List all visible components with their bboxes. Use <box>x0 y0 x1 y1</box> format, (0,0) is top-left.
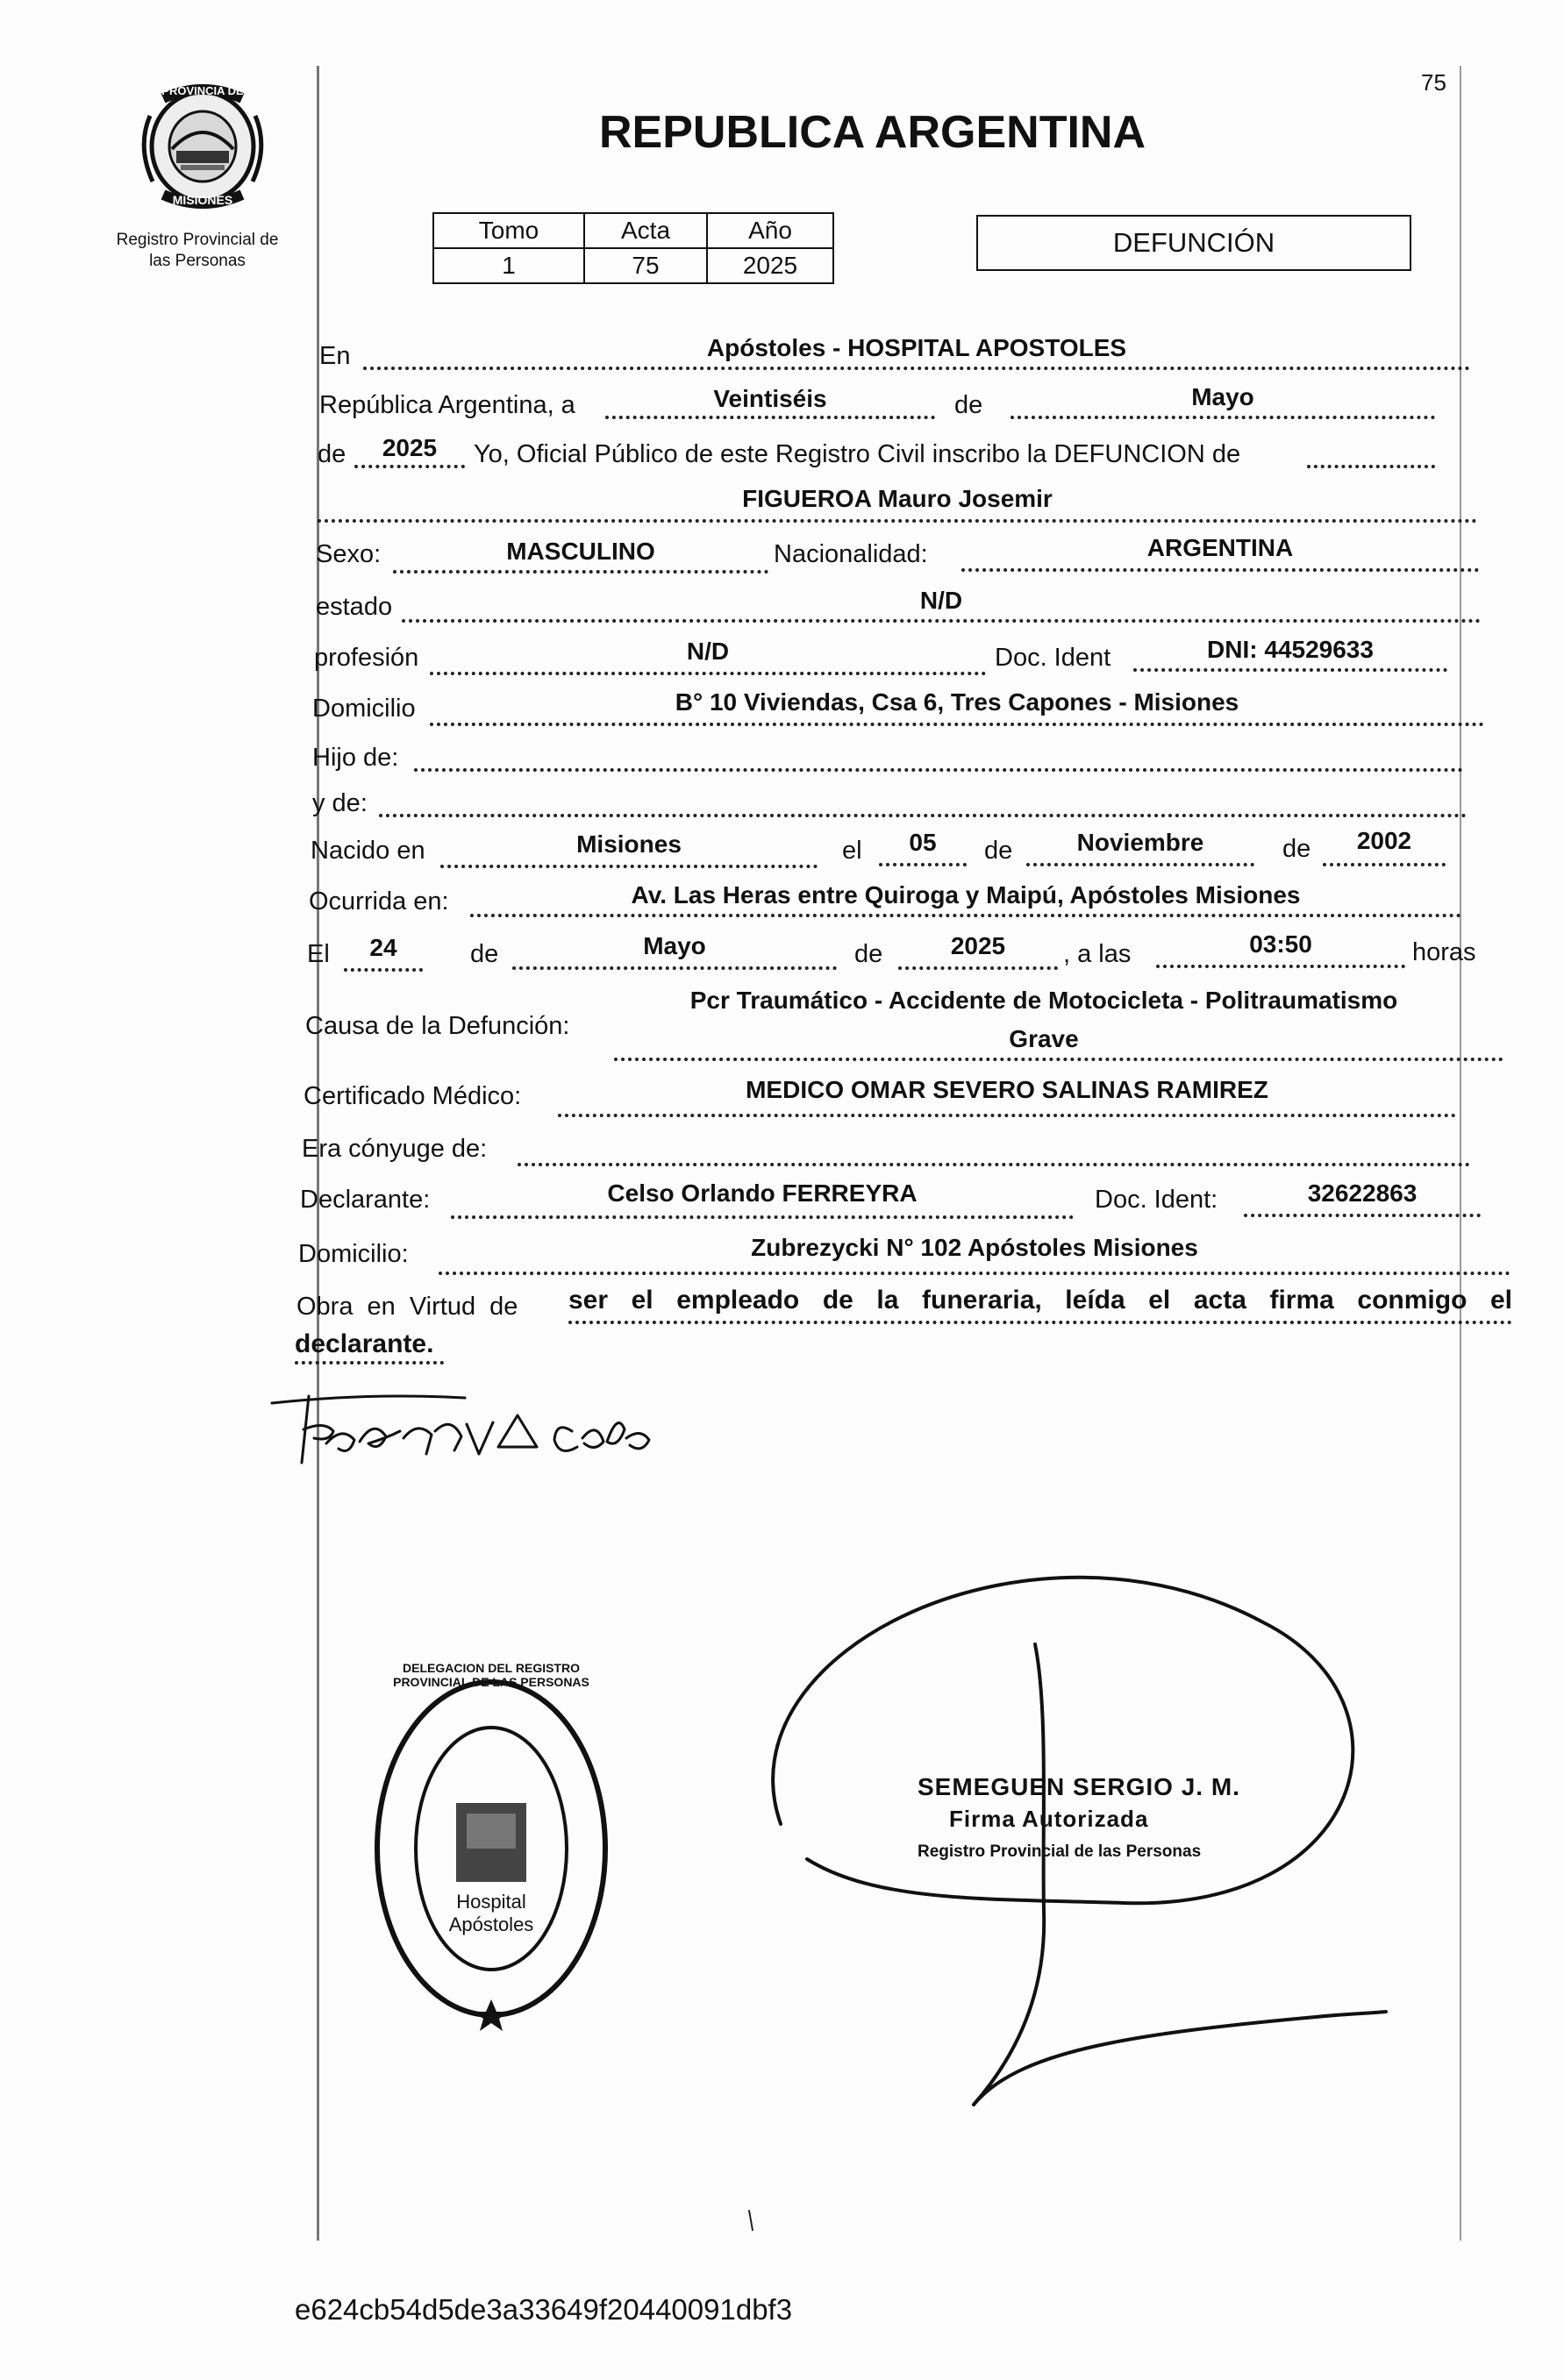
field-declarante-doc: 32622863 <box>1307 1179 1418 1207</box>
field-sexo: MASCULINO <box>506 538 655 565</box>
emblem-top-text: PROVINCIA DE <box>161 84 244 97</box>
register-value-acta: 75 <box>584 248 707 283</box>
field-line-mes <box>1011 416 1435 419</box>
province-emblem <box>128 81 277 212</box>
label-de-nac-mes: de <box>984 837 1013 865</box>
label-de-anio: de <box>318 440 346 468</box>
field-line-nacido-en <box>440 865 818 868</box>
field-nac-dia: 05 <box>909 829 937 856</box>
field-line-def-mes <box>512 966 837 970</box>
register-value-anio: 2025 <box>707 248 833 283</box>
field-line-declarante-doc <box>1244 1214 1481 1217</box>
field-line-estado <box>402 619 1481 623</box>
field-line-hijo-de <box>414 768 1463 772</box>
register-header-acta: Acta <box>584 213 707 248</box>
emblem-bottom-text: MISIONES <box>172 193 233 207</box>
register-table <box>432 212 834 284</box>
field-line-nacionalidad <box>961 568 1479 572</box>
label-yo-oficial: Yo, Oficial Público de este Registro Civil inscribo la DEFUNCION de <box>474 440 1241 468</box>
field-def-dia: 24 <box>369 934 397 961</box>
label-obra: Obra en Virtud de <box>296 1293 518 1321</box>
label-declarante: Declarante: <box>300 1186 431 1214</box>
field-lugar: Apóstoles - HOSPITAL APOSTOLES <box>706 334 1127 361</box>
declarante-signature <box>263 1386 719 1491</box>
field-line-defuncion-tail <box>1307 465 1435 468</box>
official-role: Firma Autorizada <box>949 1806 1149 1832</box>
field-line-certificado <box>558 1114 1456 1117</box>
label-domicilio: Domicilio <box>312 695 416 723</box>
register-value-tomo: 1 <box>433 248 584 283</box>
label-conyuge: Era cónyuge de: <box>302 1135 488 1163</box>
field-line-causa <box>614 1058 1503 1061</box>
label-de-mes: de <box>954 391 983 419</box>
field-anio: 2025 <box>382 434 438 461</box>
label-doc-ident: Doc. Ident <box>995 644 1111 672</box>
document-hash: e624cb54d5de3a33649f20440091dbf3 <box>295 2293 793 2326</box>
field-line-domicilio <box>430 723 1484 726</box>
label-profesion: profesión <box>314 644 419 672</box>
field-line-def-anio <box>898 966 1058 970</box>
label-republica: República Argentina, a <box>319 391 575 419</box>
field-causa-line1: Pcr Traumático - Accidente de Motocicleta - Politraumatismo <box>689 987 1398 1014</box>
field-line-declarante-domicilio <box>439 1272 1510 1275</box>
page-number: 75 <box>1421 69 1446 96</box>
act-type-box <box>976 215 1411 271</box>
field-line-dni <box>1133 668 1447 672</box>
field-line-obra1 <box>568 1321 1512 1324</box>
field-line-lugar <box>363 367 1470 370</box>
label-hijo-de: Hijo de: <box>312 744 399 772</box>
label-estado: estado <box>316 593 393 621</box>
field-declarante: Celso Orlando FERREYRA <box>607 1179 918 1207</box>
pen-mark <box>748 2210 753 2231</box>
field-line-def-hora <box>1156 965 1405 968</box>
label-doc-ident-declarante: Doc. Ident: <box>1095 1186 1218 1214</box>
field-causa-line2: Grave <box>1009 1025 1079 1052</box>
label-ocurrida-en: Ocurrida en: <box>309 887 449 916</box>
label-causa: Causa de la Defunción: <box>305 1012 570 1040</box>
field-nacido-en: Misiones <box>576 830 682 858</box>
stamp-ring-text: DELEGACION DEL REGISTRO PROVINCIAL DE LAS PERSONAS <box>393 1661 589 1689</box>
field-certificado: MEDICO OMAR SEVERO SALINAS RAMIREZ <box>746 1076 1268 1103</box>
act-type: DEFUNCIÓN <box>1112 227 1275 258</box>
official-org: Registro Provincial de las Personas <box>918 1842 1202 1861</box>
field-line-nac-dia <box>879 863 967 866</box>
label-nacionalidad: Nacionalidad: <box>774 540 928 568</box>
register-header-row <box>433 213 833 248</box>
field-line-def-dia <box>344 968 423 972</box>
issuer-name-line1: Registro Provincial de <box>116 231 279 249</box>
label-horas: horas <box>1412 938 1476 966</box>
label-sexo: Sexo: <box>316 540 382 568</box>
field-nac-mes: Noviembre <box>1076 829 1204 856</box>
field-def-hora: 03:50 <box>1249 930 1312 958</box>
label-de-nac-anio: de <box>1282 835 1311 863</box>
label-el-def: El <box>307 940 330 968</box>
field-line-dia <box>605 416 935 419</box>
label-nacido-en: Nacido en <box>311 837 425 865</box>
field-declarante-domicilio: Zubrezycki N° 102 Apóstoles Misiones <box>751 1234 1198 1261</box>
field-nacionalidad: ARGENTINA <box>1146 534 1294 561</box>
field-line-nombre <box>318 519 1477 523</box>
field-profesion: N/D <box>686 638 730 665</box>
register-value-row <box>433 248 833 283</box>
field-mes: Mayo <box>1191 383 1254 410</box>
label-en: En <box>319 342 351 370</box>
field-nombre: FIGUEROA Mauro Josemir <box>742 485 1053 512</box>
field-def-mes: Mayo <box>643 932 706 959</box>
field-line-y-de <box>379 814 1467 817</box>
page-title: REPUBLICA ARGENTINA <box>599 107 1146 158</box>
field-line-declarante <box>451 1215 1074 1219</box>
label-a-las: , a las <box>1063 940 1132 968</box>
field-line-ocurrida-en <box>470 914 1461 917</box>
official-stamp <box>368 1661 614 2033</box>
field-line-sexo <box>393 570 768 574</box>
field-obra-line1: ser el empleado de la funeraria, leída el acta firma conmigo el <box>568 1286 1512 1315</box>
field-line-profesion <box>430 672 986 675</box>
label-certificado: Certificado Médico: <box>304 1082 522 1110</box>
field-line-nac-mes <box>1026 863 1254 866</box>
label-y-de: y de: <box>312 789 368 817</box>
official-name: SEMEGUEN SERGIO J. M. <box>918 1773 1240 1800</box>
field-domicilio: B° 10 Viviendas, Csa 6, Tres Capones - Misiones <box>675 688 1239 716</box>
field-line-conyuge <box>518 1163 1470 1166</box>
field-dni: DNI: 44529633 <box>1207 636 1374 663</box>
field-line-nac-anio <box>1323 863 1446 866</box>
field-estado: N/D <box>919 587 963 614</box>
field-def-anio: 2025 <box>950 932 1006 959</box>
field-line-anio <box>354 465 465 468</box>
label-de-def-mes: de <box>470 940 499 968</box>
register-header-tomo: Tomo <box>433 213 584 248</box>
field-ocurrida-en: Av. Las Heras entre Quiroga y Maipú, Apóstoles Misiones <box>631 881 1301 909</box>
label-el-nac: el <box>842 837 862 865</box>
label-de-def-anio: de <box>854 940 883 968</box>
register-header-anio: Año <box>707 213 833 248</box>
issuer-name-line2: las Personas <box>149 252 246 270</box>
field-nac-anio: 2002 <box>1356 827 1412 854</box>
field-dia: Veintiséis <box>713 385 827 412</box>
right-margin-rule <box>1460 66 1461 2241</box>
field-obra-line2: declarante. <box>295 1329 434 1358</box>
stamp-inner-text: Hospital Apóstoles <box>448 1891 534 1935</box>
field-line-obra2 <box>295 1361 444 1365</box>
label-domicilio-declarante: Domicilio: <box>298 1240 409 1268</box>
